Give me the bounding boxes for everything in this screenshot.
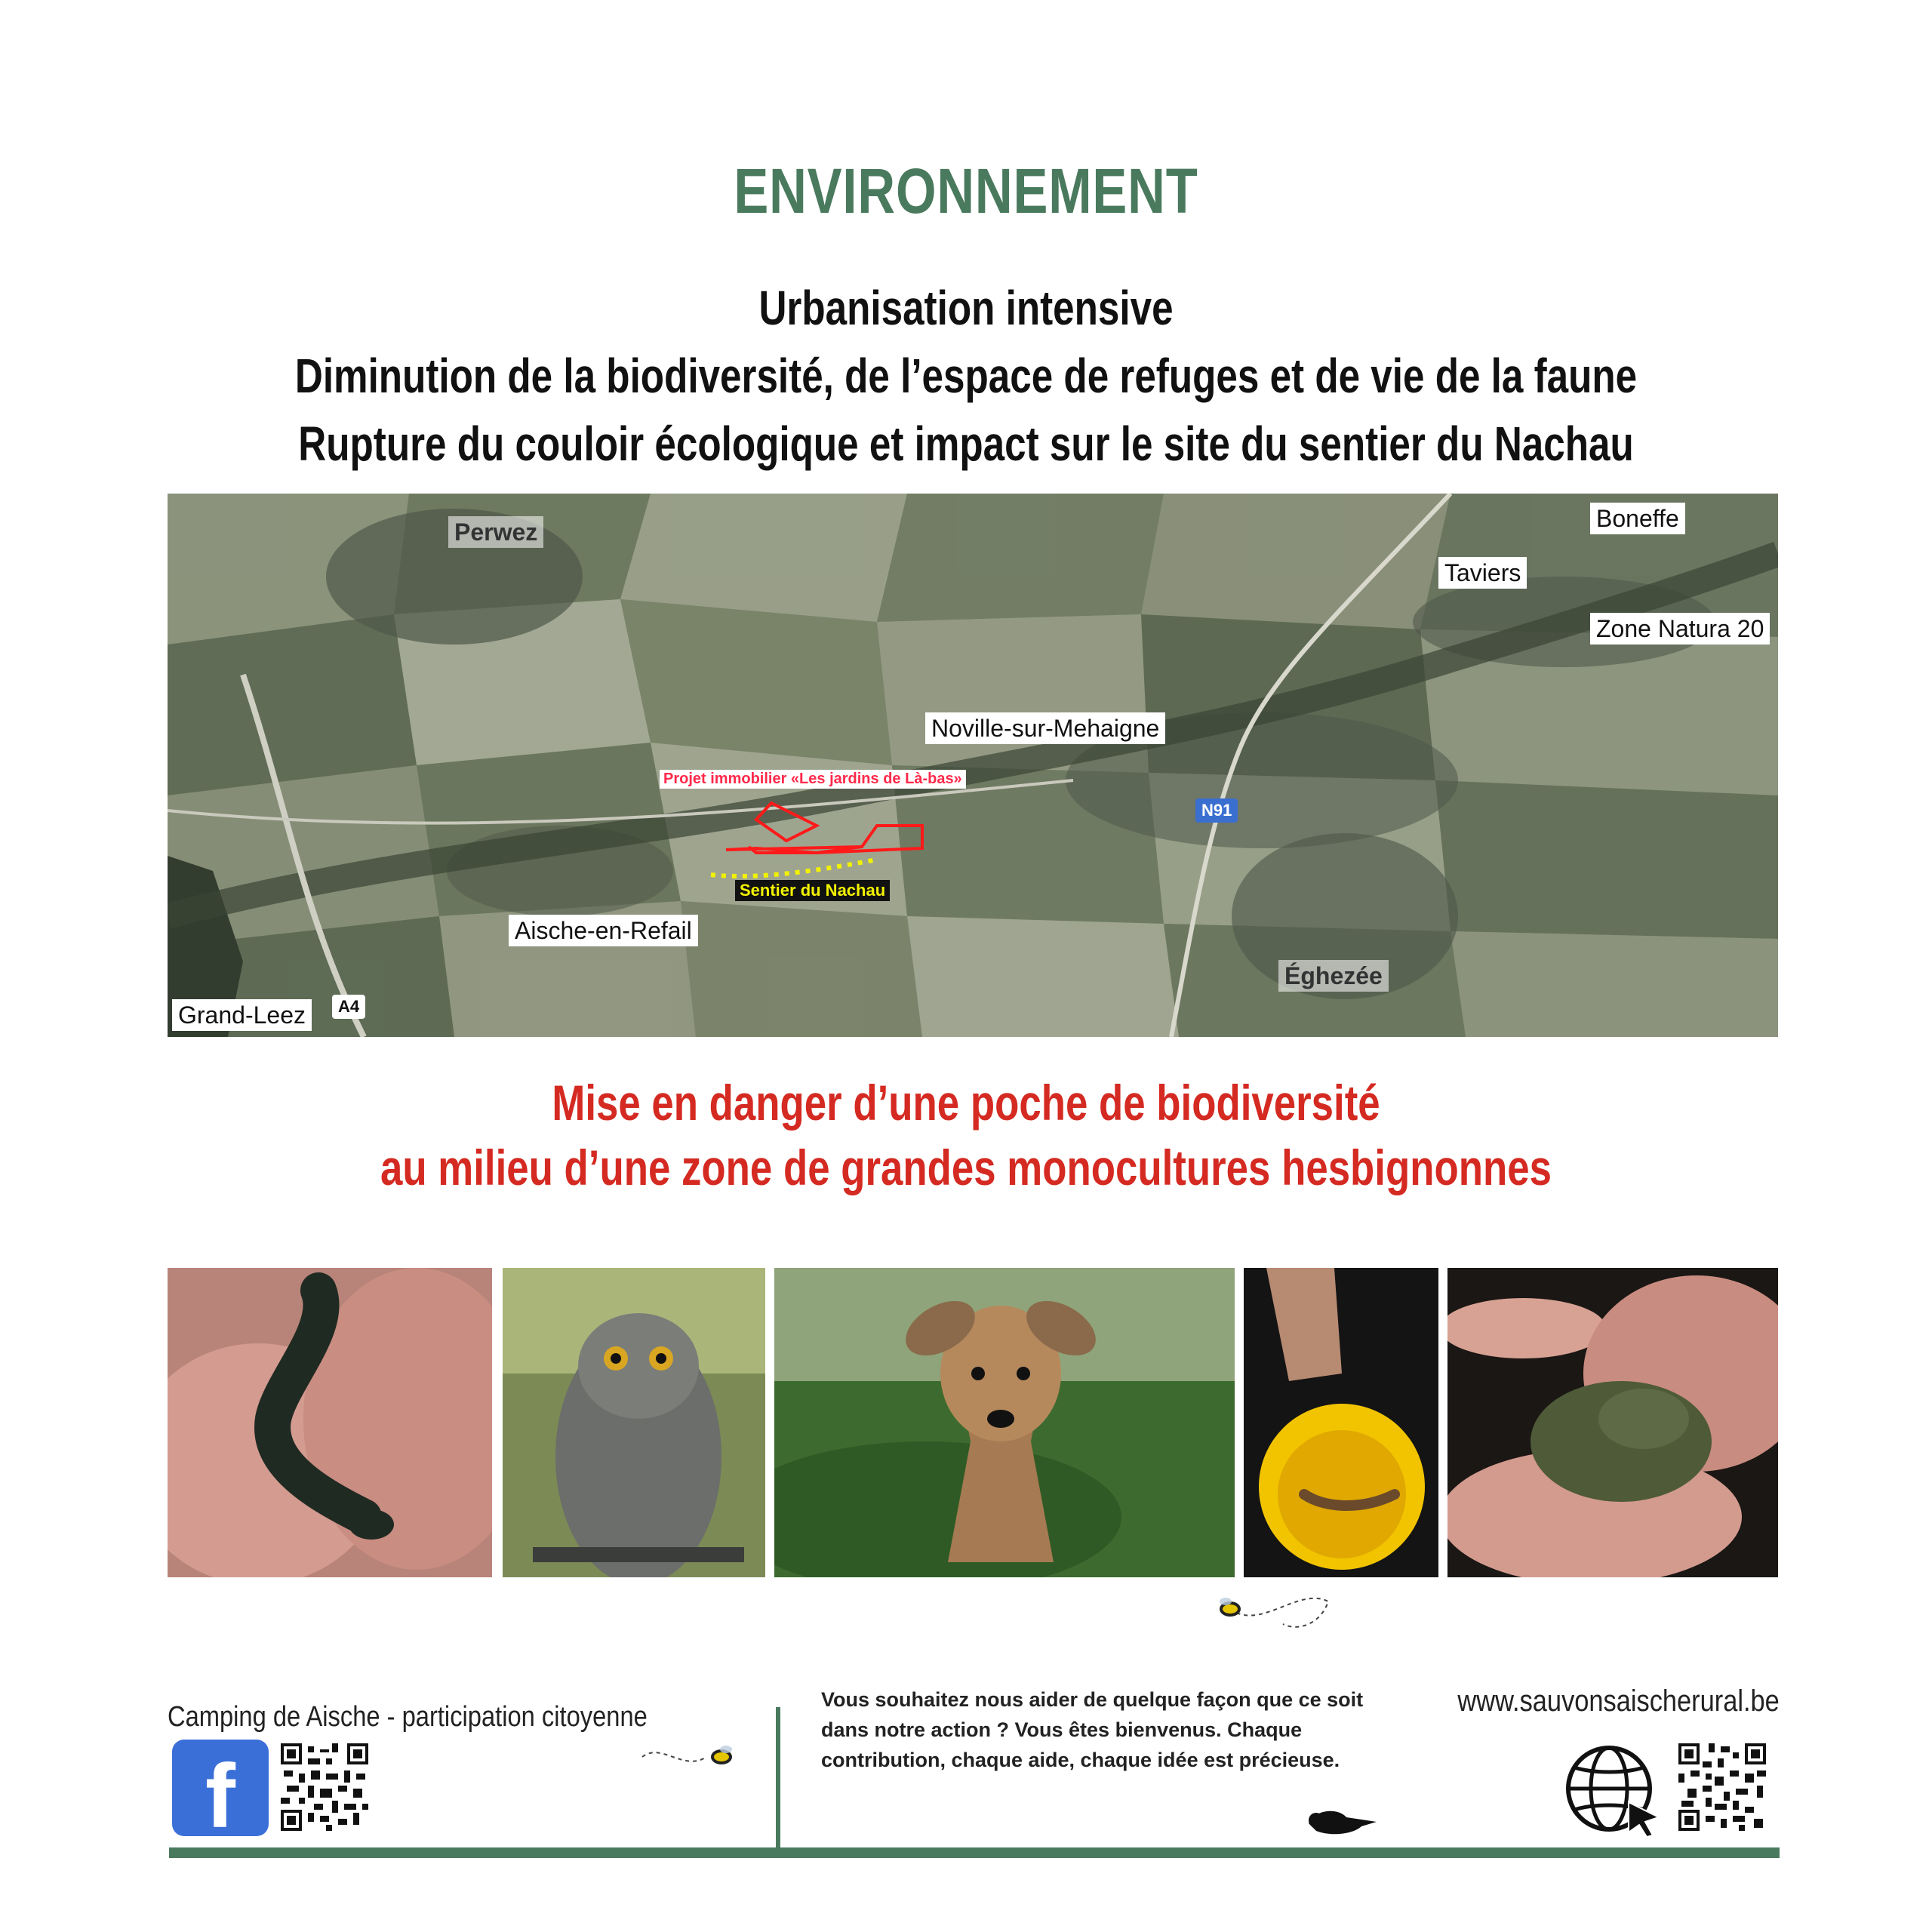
- subtitle-line-2: Diminution de la biodiversité, de l’espace de refuges et de vie de la faune: [294, 349, 1638, 403]
- danger-line-1: Mise en danger d’une poche de biodiversité: [552, 1075, 1380, 1131]
- subtitle-line-1: Urbanisation intensive: [758, 281, 1174, 335]
- footer-call-to-action: Vous souhaitez nous aider de quelque façon que ce soit dans notre action ? Vous êtes bienvenus. Chaque contribution, chaque aide, chaque idée est précieuse.: [821, 1688, 1364, 1771]
- qr-code-website-icon[interactable]: [1678, 1743, 1766, 1831]
- road-badge-n91: N91: [1195, 798, 1238, 823]
- aerial-map: [168, 494, 1778, 1037]
- bird-icon: [1301, 1801, 1389, 1846]
- photo-salamander: [168, 1268, 492, 1577]
- road-badge-a4: A4: [332, 995, 365, 1019]
- map-label-noville: Noville-sur-Mehaigne: [925, 712, 1165, 744]
- footer-divider: [776, 1707, 780, 1847]
- website-url[interactable]: www.sauvonsaischerural.be: [1457, 1684, 1780, 1718]
- map-label-aische: Aische-en-Refail: [509, 915, 698, 946]
- projet-immobilier-label: Projet immobilier «Les jardins de Là-bas»: [660, 770, 966, 789]
- map-label-grand-leez: Grand-Leez: [172, 999, 312, 1031]
- footer-organisation: Camping de Aische - participation citoyenne: [168, 1701, 648, 1733]
- map-background: [168, 494, 1778, 1037]
- qr-code-facebook-icon[interactable]: [281, 1743, 368, 1831]
- footer-bar: [169, 1847, 1780, 1858]
- globe-icon[interactable]: [1564, 1743, 1662, 1838]
- map-label-taviers: Taviers: [1438, 557, 1527, 589]
- page-title: ENVIRONNEMENT: [734, 155, 1198, 226]
- facebook-icon[interactable]: f: [172, 1740, 269, 1836]
- subtitle-line-3: Rupture du couloir écologique et impact sur le site du sentier du Nachau: [298, 417, 1634, 471]
- photo-newt-cup: [1244, 1268, 1438, 1577]
- photo-owl: [503, 1268, 765, 1577]
- photo-deer: [774, 1268, 1235, 1577]
- sentier-label: Sentier du Nachau: [735, 880, 890, 901]
- photo-frog: [1447, 1268, 1778, 1577]
- danger-line-2: au milieu d’une zone de grandes monocultures hesbignonnes: [380, 1140, 1552, 1195]
- bee-icon: [1208, 1579, 1336, 1639]
- map-label-zone-natura: Zone Natura 20: [1590, 613, 1770, 645]
- map-label-perwez: Perwez: [448, 516, 543, 548]
- map-label-eghezee: Éghezée: [1278, 960, 1389, 992]
- map-label-boneffe: Boneffe: [1590, 503, 1685, 534]
- bee-small-icon: [638, 1727, 744, 1787]
